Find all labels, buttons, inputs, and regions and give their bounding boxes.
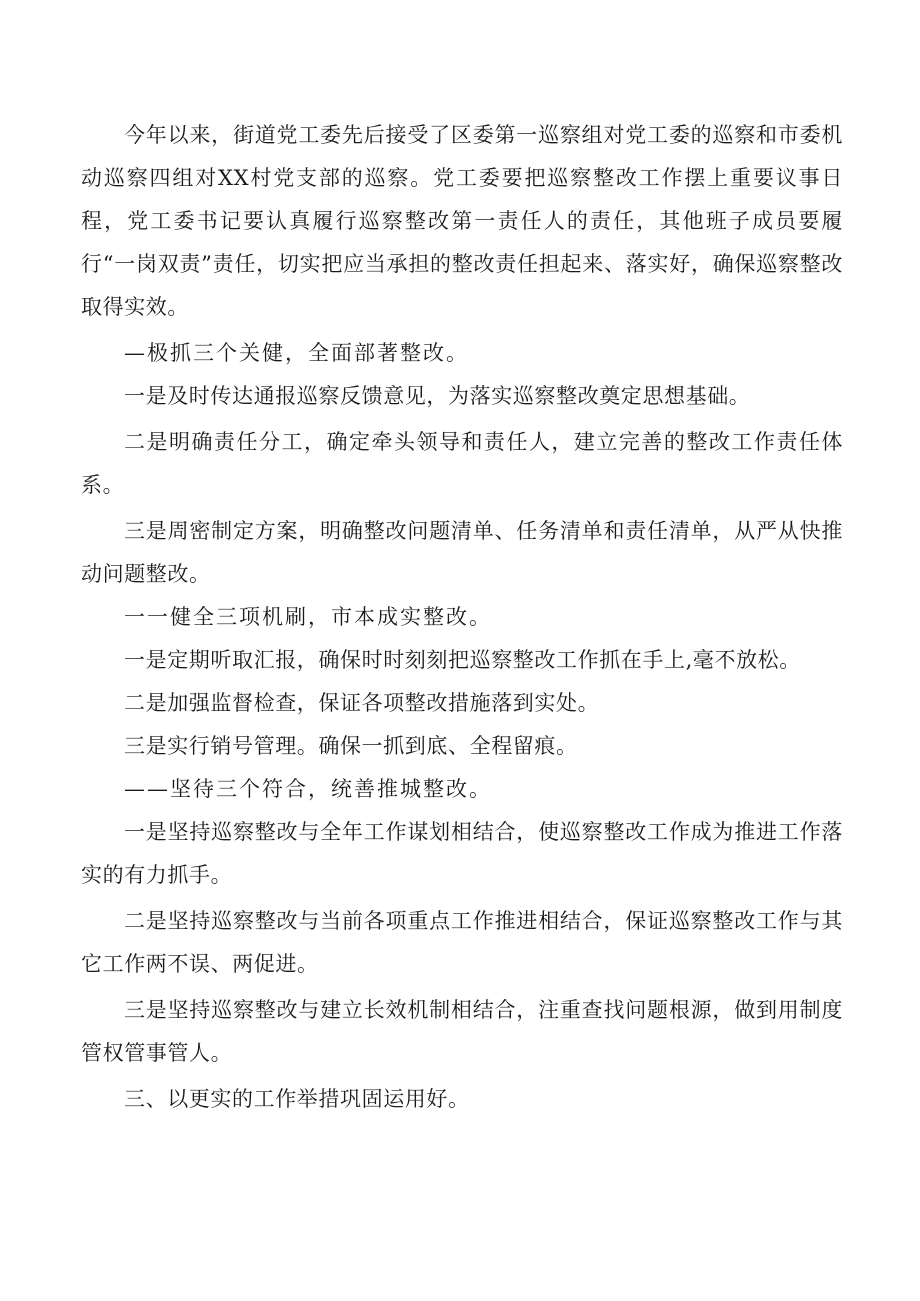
paragraph: 一是坚持巡察整改与全年工作谋划相结合，使巡察整改工作成为推进工作落实的有力抓手。 bbox=[81, 820, 843, 887]
paragraph: 一是及时传达通报巡察反馈意见，为落实巡察整改奠定思想基础。 bbox=[124, 384, 751, 408]
paragraph: 二是明确责任分工，确定牵头领导和责任人，建立完善的整改工作责任体系。 bbox=[81, 430, 843, 497]
section-heading-3: ——坚待三个符合，统善推城整改。 bbox=[124, 777, 492, 801]
paragraph: 二是加强监督检查，保证各项整改措施落到实处。 bbox=[124, 691, 600, 715]
paragraph: 一是定期听取汇报，确保时时刻刻把巡察整改工作抓在手上,毫不放松。 bbox=[124, 648, 801, 672]
paragraph: 三是实行销号管理。确保一抓到底、全程留痕。 bbox=[124, 734, 578, 758]
document-body bbox=[81, 114, 843, 1121]
paragraph: 三是坚持巡察整改与建立长效机制相结合，注重查找问题根源，做到用制度管权管事管人。 bbox=[81, 998, 843, 1065]
section-heading-1: —极抓三个关健，全面部著整改。 bbox=[124, 341, 469, 365]
paragraph-intro: 今年以来，街道党工委先后接受了区委第一巡察组对党工委的巡察和市委机动巡察四组对XX村党支部的巡察。党工委要把巡察整改工作摆上重要议事日程，党工委书记要认真履行巡察整改第一责任人的责任，其他班子成员要履行“一岗双责”责任，切实把应当承担的整改责任担起来、落实好，确保巡察整改取得实效。 bbox=[81, 123, 843, 319]
section-heading-4: 三、以更实的工作举措巩固运用好。 bbox=[124, 1087, 470, 1111]
paragraph: 二是坚持巡察整改与当前各项重点工作推进相结合，保证巡察整改工作与其它工作两不误、两促进。 bbox=[81, 909, 843, 976]
paragraph: 三是周密制定方案，明确整改问题清单、任务清单和责任清单，从严从快推动问题整改。 bbox=[81, 519, 843, 586]
section-heading-2: 一一健全三项机刷，市本成实整改。 bbox=[124, 605, 492, 629]
